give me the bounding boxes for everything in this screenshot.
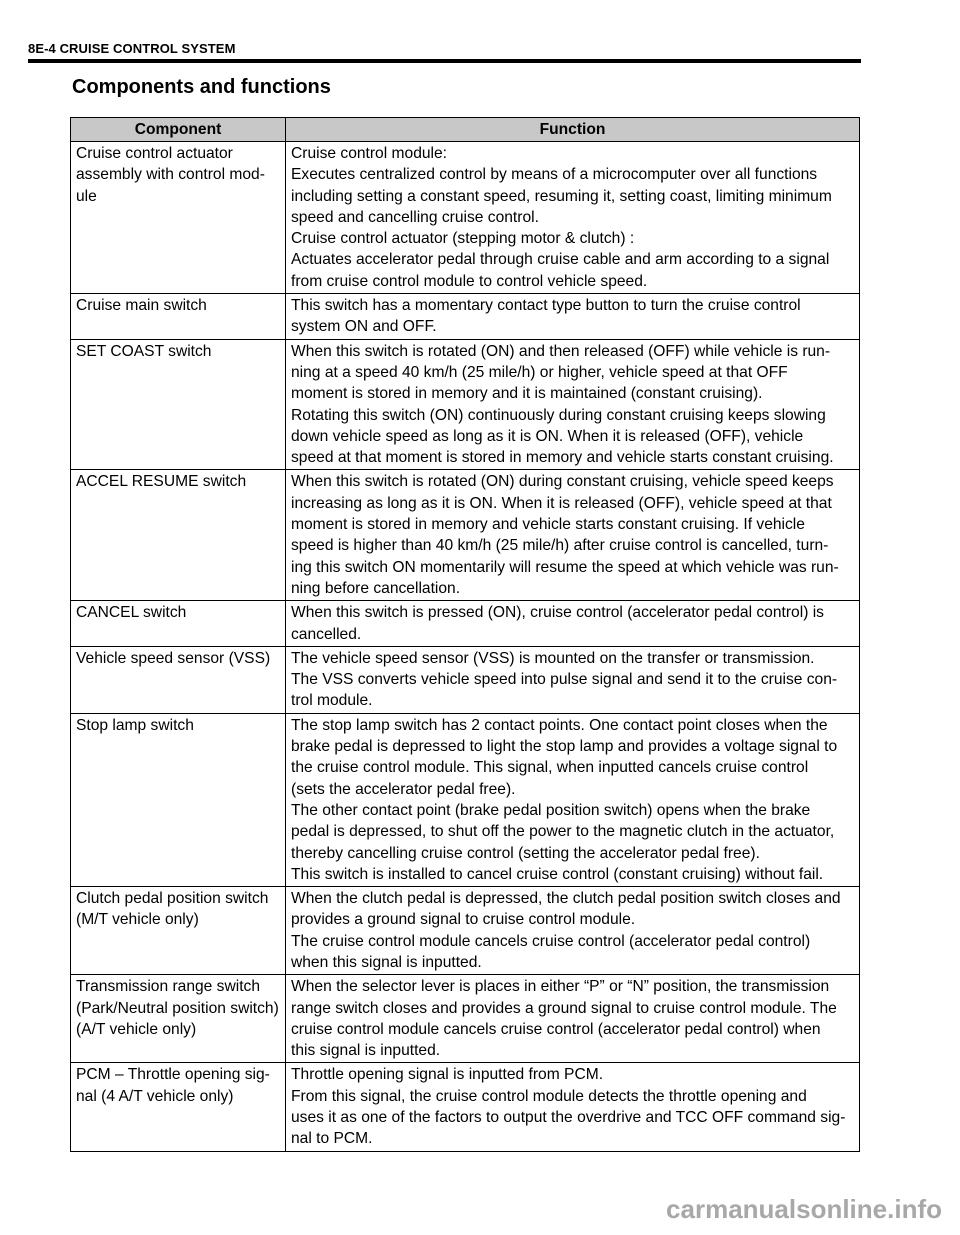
component-line: Clutch pedal position switch xyxy=(76,890,269,908)
function-line: including setting a constant speed, resuming it, setting coast, limiting minimum xyxy=(291,187,832,205)
function-line: speed is higher than 40 km/h (25 mile/h) after cruise control is cancelled, turn- xyxy=(291,537,829,555)
function-line: when this signal is inputted. xyxy=(291,953,482,971)
table-row xyxy=(71,887,860,975)
function-cell xyxy=(286,142,860,294)
function-line: The VSS converts vehicle speed into pulse signal and send it to the cruise con- xyxy=(291,671,838,689)
function-cell xyxy=(286,975,860,1063)
function-line: ning before cancellation. xyxy=(291,579,461,597)
watermark: carmanualsonline.info xyxy=(666,1194,942,1224)
component-line: Vehicle speed sensor (VSS) xyxy=(76,649,271,667)
table-row xyxy=(71,601,860,647)
component-cell xyxy=(71,601,286,647)
component-cell xyxy=(71,887,286,975)
function-line: brake pedal is depressed to light the stop lamp and provides a voltage signal to xyxy=(291,738,838,756)
function-line: moment is stored in memory and it is maintained (constant cruising). xyxy=(291,385,763,403)
component-line: PCM – Throttle opening sig- xyxy=(76,1066,270,1084)
component-line: ACCEL RESUME switch xyxy=(76,473,247,491)
header-rule xyxy=(28,59,861,63)
function-line: pedal is depressed, to shut off the power to the magnetic clutch in the actuator, xyxy=(291,823,835,841)
table-row xyxy=(71,646,860,713)
function-line: thereby cancelling cruise control (setting the accelerator pedal free). xyxy=(291,844,760,862)
component-cell xyxy=(71,339,286,470)
table-row xyxy=(71,1063,860,1151)
function-line: system ON and OFF. xyxy=(291,318,437,336)
component-line: (Park/Neutral position switch) xyxy=(76,999,279,1017)
component-cell xyxy=(71,646,286,713)
function-line: Rotating this switch (ON) continuously during constant cruising keeps slowing xyxy=(291,406,826,424)
function-line: cruise control module cancels cruise control (accelerator pedal control) when xyxy=(291,1020,821,1038)
function-line: The vehicle speed sensor (VSS) is mounted on the transfer or transmission. xyxy=(291,649,815,667)
function-line: The other contact point (brake pedal position switch) opens when the brake xyxy=(291,801,811,819)
component-cell xyxy=(71,713,286,886)
function-cell xyxy=(286,470,860,601)
component-line: Stop lamp switch xyxy=(76,716,194,734)
function-line: This switch has a momentary contact type button to turn the cruise control xyxy=(291,297,801,315)
function-line: this signal is inputted. xyxy=(291,1042,441,1060)
function-line: The cruise control module cancels cruise control (accelerator pedal control) xyxy=(291,932,811,950)
component-line: CANCEL switch xyxy=(76,604,187,622)
function-line: ning at a speed 40 km/h (25 mile/h) or higher, vehicle speed at that OFF xyxy=(291,363,788,381)
function-line: When this switch is rotated (ON) and then released (OFF) while vehicle is run- xyxy=(291,342,831,360)
function-cell xyxy=(286,887,860,975)
table-row xyxy=(71,142,860,294)
function-line: ing this switch ON momentarily will resume the speed at which vehicle was run- xyxy=(291,558,839,576)
function-line: When this switch is rotated (ON) during constant cruising, vehicle speed keeps xyxy=(291,473,834,491)
function-cell xyxy=(286,1063,860,1151)
function-line: increasing as long as it is ON. When it is released (OFF), vehicle speed at that xyxy=(291,494,832,512)
function-cell xyxy=(286,646,860,713)
function-cell xyxy=(286,601,860,647)
component-cell xyxy=(71,294,286,340)
component-line: nal (4 A/T vehicle only) xyxy=(76,1087,234,1105)
function-line: This switch is installed to cancel cruise control (constant cruising) without fail. xyxy=(291,865,824,883)
function-line: Executes centralized control by means of a microcomputer over all functions xyxy=(291,166,818,184)
function-line: From this signal, the cruise control module detects the throttle opening and xyxy=(291,1087,807,1105)
function-line: Cruise control actuator (stepping motor & clutch) : xyxy=(291,230,635,248)
component-line: Cruise main switch xyxy=(76,297,207,315)
component-line: (A/T vehicle only) xyxy=(76,1020,197,1038)
function-line: When this switch is pressed (ON), cruise control (accelerator pedal control) is xyxy=(291,604,824,622)
component-line: Transmission range switch xyxy=(76,978,261,996)
function-line: Throttle opening signal is inputted from PCM. xyxy=(291,1066,604,1084)
component-line: ule xyxy=(76,187,97,205)
function-cell xyxy=(286,294,860,340)
function-line: When the selector lever is places in either “P” or “N” position, the transmission xyxy=(291,978,830,996)
function-line: the cruise control module. This signal, when inputted cancels cruise control xyxy=(291,759,809,777)
component-line: Cruise control actuator xyxy=(76,145,233,162)
table-body xyxy=(71,142,860,1152)
function-line: nal to PCM. xyxy=(291,1130,373,1148)
function-line: The stop lamp switch has 2 contact points. One contact point closes when the xyxy=(291,716,828,734)
function-line: Cruise control module: xyxy=(291,145,448,162)
component-line: SET COAST switch xyxy=(76,342,212,360)
function-line: cancelled. xyxy=(291,625,362,643)
table-header-row xyxy=(71,118,860,142)
function-line: Actuates accelerator pedal through cruise cable and arm according to a signal xyxy=(291,251,830,269)
component-line: assembly with control mod- xyxy=(76,166,265,184)
components-table xyxy=(70,117,860,1152)
function-line: speed and cancelling cruise control. xyxy=(291,208,539,226)
component-cell xyxy=(71,142,286,294)
table-row xyxy=(71,975,860,1063)
function-cell xyxy=(286,713,860,886)
function-line: (sets the accelerator pedal free). xyxy=(291,780,516,798)
table-row xyxy=(71,470,860,601)
function-cell xyxy=(286,339,860,470)
function-line: down vehicle speed as long as it is ON. When it is released (OFF), vehicle xyxy=(291,427,804,445)
page-header: 8E-4 CRUISE CONTROL SYSTEM xyxy=(28,41,236,56)
component-cell xyxy=(71,470,286,601)
section-title: Components and functions xyxy=(72,76,331,98)
function-line: speed at that moment is stored in memory and vehicle starts constant cruising. xyxy=(291,449,834,467)
table-row xyxy=(71,713,860,886)
function-line: moment is stored in memory and vehicle starts constant cruising. If vehicle xyxy=(291,516,805,534)
function-line: trol module. xyxy=(291,692,373,710)
component-line: (M/T vehicle only) xyxy=(76,911,199,929)
table-row xyxy=(71,294,860,340)
column-header-function: Function xyxy=(286,118,860,142)
function-line: provides a ground signal to cruise control module. xyxy=(291,911,636,929)
column-header-component: Component xyxy=(71,118,286,142)
function-line: from cruise control module to control vehicle speed. xyxy=(291,272,648,290)
table-row xyxy=(71,339,860,470)
component-cell xyxy=(71,975,286,1063)
component-cell xyxy=(71,1063,286,1151)
function-line: uses it as one of the factors to output the overdrive and TCC OFF command sig- xyxy=(291,1109,846,1127)
function-line: When the clutch pedal is depressed, the clutch pedal position switch closes and xyxy=(291,890,841,908)
function-line: range switch closes and provides a ground signal to cruise control module. The xyxy=(291,999,837,1017)
